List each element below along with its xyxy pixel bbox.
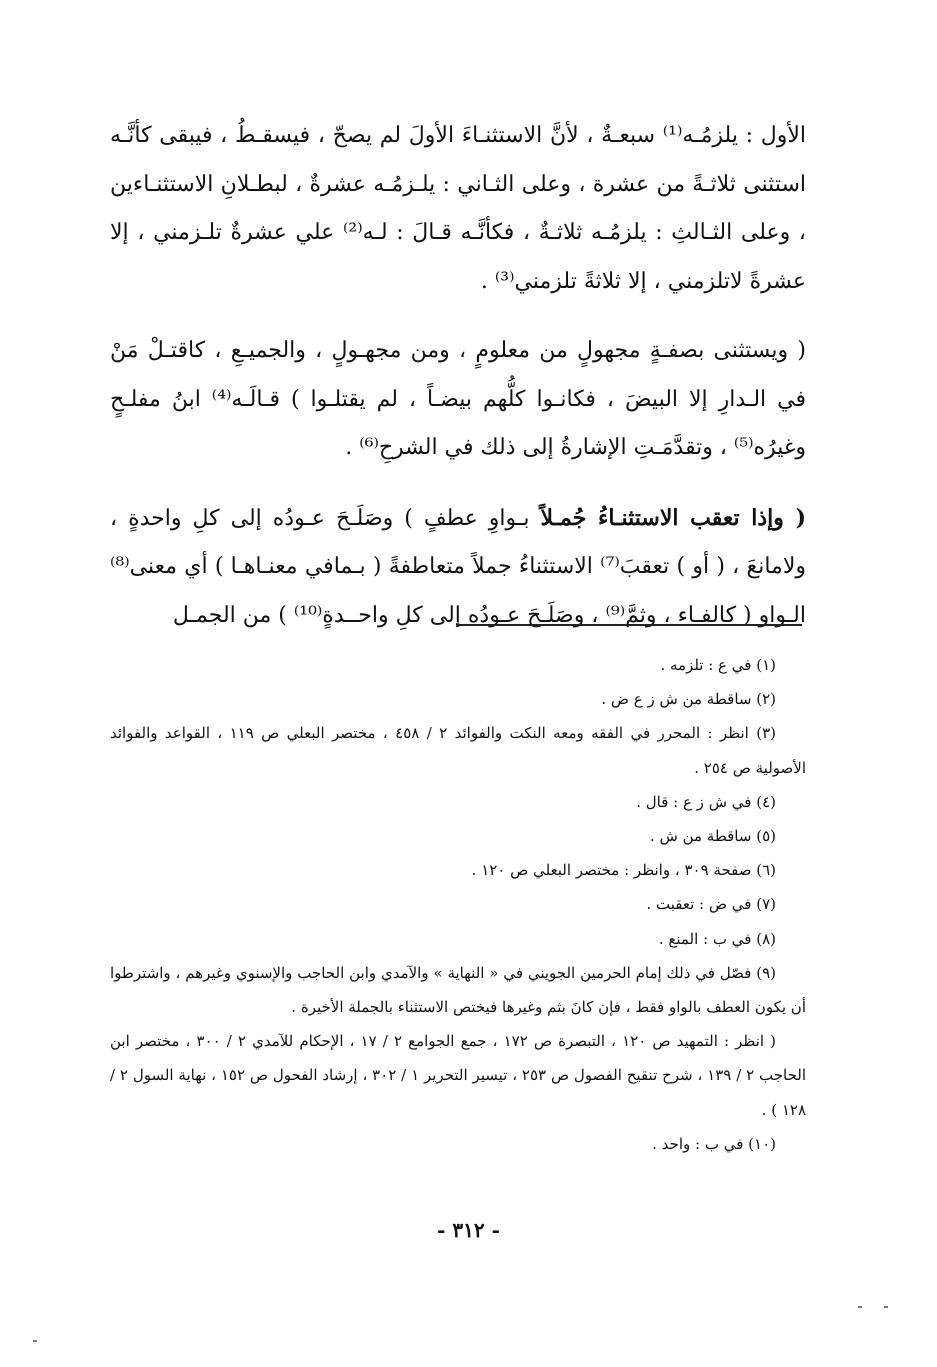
footnote-2: (٢) ساقطة من ش ز ع ض . [601,690,776,709]
footnote-6: (٦) صفحة ٣٠٩ ، وانظر : مختصر البعلي ص ١٢٠ . [471,861,776,880]
paragraph-1: الأول : يلزمُـه⁽¹⁾ سبعـةٌ ، لأنَّ الاستثنـاءَ الأولَ لم يصحّ ، فيسقـطُ ، فيبقى كأنَّـه استثنى ثلاثـةً من عشرة ، وعلى الثـاني : يلـزمُـه عشرةٌ ، لبطـلانِ الاستثنـاءين ، وعلى الثـالثِ : يلزمُـه ثلاثـةٌ ، فكأنَّـه قـالَ : لـه⁽²⁾ علي عشرةٌ تلـزمني ، إلا عشرةً لاتلزمني ، إلا ثلاثةً تلزمني⁽³⁾ . [110,123,806,294]
paragraph-3-heading: ( وإذا تعقب الاستثنـاءُ جُمـلاً [540,504,806,531]
scan-artifact [858,1306,862,1308]
footnote-10: (١٠) في ب : واحد . [652,1134,776,1153]
footnote-divider [457,624,802,626]
main-text [110,112,806,661]
footnote-9: (٩) فصّل في ذلك إمام الحرمين الجويني في « النهاية » والآمدي وابن الحاجب والإسنوي وغيرهم ، واشترطوا أن يكون العطف بالواو فقط ، فإن كانَ بثم وغيرها فيختص الاستثناء بالجملة الأخيرة . [110,963,806,1017]
footnote-5: (٥) ساقطة من ش . [649,827,776,846]
paragraph-3-body: بـواوِ عطفٍ ) وصَلَـحَ عـودُه إلى كلِ واحدةٍ ، ولامانعَ ، ( أو ) تعقبَ⁽⁷⁾ الاستثناءُ جملاً متعاطفةً ( بـمافي معنـاهـا ) أي معنى⁽⁸⁾ الـواو ( كالفـاء ، وثمَّ⁽⁹⁾ ، وصَلَـحَ عـودُه إلى كلِ واحــدةٍ⁽¹⁰⁾ ) من الجمـل [110,505,806,628]
footnote-1: (١) في ع : تلزمه . [660,656,776,674]
footnote-3: (٣) انظر : المحرر في الفقه ومعه النكت والفوائد ٢ / ٤٥٨ ، مختصر البعلي ص ١١٩ ، القواعد والفوائد الأصولية ص ٢٥٤ . [110,724,806,777]
scan-artifact [33,1340,37,1342]
footnote-7: (٧) في ض : تعقبت . [646,895,776,914]
footnote-8: (٨) في ب : المنع . [658,929,776,948]
footnote-4: (٤) في ش ز ع : قال . [636,792,776,811]
footnote-9-references: ( انظر : التمهيد ص ١٢٠ ، التبصرة ص ١٧٢ ، جمع الجوامع ٢ / ١٧ ، الإحكام للآمدي ٢ / ٣٠٠ ، مختصر ابن الحاجب ٢ / ١٣٩ ، شرح تنقيح الفصول ص ٢٥٣ ، تيسير التحرير ١ / ٣٠٢ ، إرشاد الفحول ص ١٥٢ ، نهاية السول ٢ / ١٢٨ ) . [110,1032,806,1119]
footnotes [110,648,806,1161]
paragraph-2: ( ويستثنى بصفـةٍ مجهولٍ من معلومٍ ، ومن مجهـولٍ ، والجميـعِ ، كاقتـلْ مَنْ في الـدارِ إلا البيضَ ، فكانـوا كلُّهم بيضـاً ، لم يقتلـوا ) قـالَـه⁽⁴⁾ ابنُ مفلـحٍ وغيرُه⁽⁵⁾ ، وتقدَّمَـتِ الإشارةُ إلى ذلك في الشرحِ⁽⁶⁾ . [110,338,807,460]
page-number: - ٣١٢ - [437,1218,500,1242]
paragraph-3 [110,494,806,641]
scan-artifact [884,1306,888,1308]
